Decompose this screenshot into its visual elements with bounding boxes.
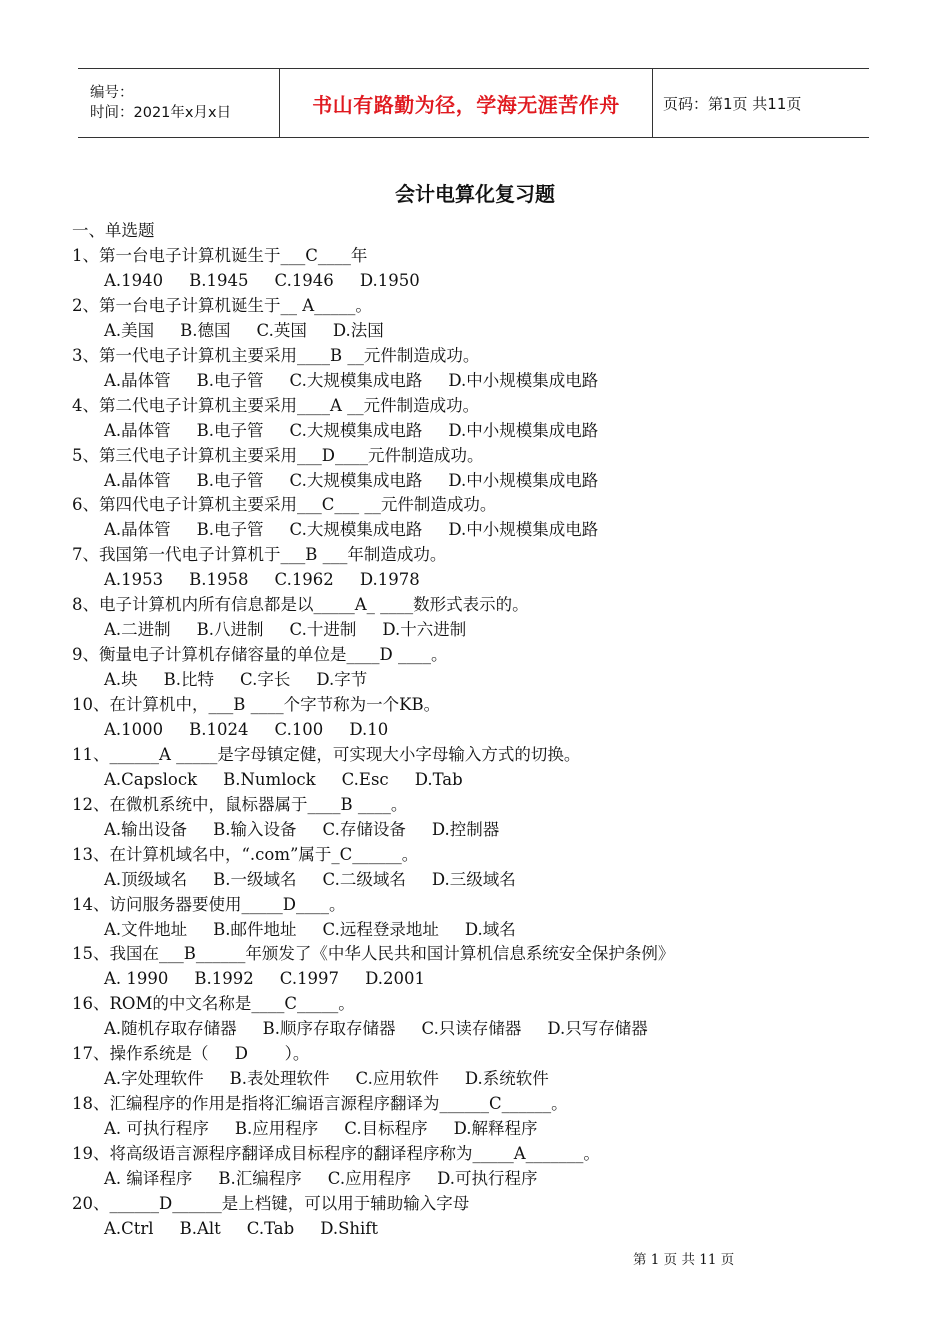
option-c: C.1962 bbox=[274, 570, 334, 590]
option-d: D.字节 bbox=[316, 670, 368, 690]
option-c: C.十进制 bbox=[289, 620, 357, 640]
doc-number-label: 编号： bbox=[90, 85, 134, 101]
question-text: 16、ROM的中文名称是____C_____。 bbox=[72, 994, 355, 1014]
question-text: 7、我国第一代电子计算机于___B ___年制造成功。 bbox=[72, 545, 447, 565]
option-a: A.随机存取存储器 bbox=[104, 1019, 237, 1039]
option-a: A. 编译程序 bbox=[104, 1169, 193, 1189]
option-b: B.1945 bbox=[189, 271, 249, 290]
question-text: 10、在计算机中，___B ____个字节称为一个KB。 bbox=[72, 695, 441, 715]
question-item bbox=[72, 443, 872, 493]
question-item bbox=[72, 1191, 872, 1241]
option-c: C.1997 bbox=[279, 969, 340, 989]
option-a: A.晶体管 bbox=[104, 420, 171, 440]
question-item bbox=[72, 941, 872, 991]
question-item bbox=[72, 1141, 872, 1191]
option-b: B.表处理软件 bbox=[229, 1069, 330, 1089]
question-options bbox=[72, 418, 872, 443]
question-options bbox=[72, 468, 872, 493]
question-options bbox=[72, 767, 872, 792]
question-item bbox=[72, 492, 872, 542]
option-b: B.1958 bbox=[189, 570, 249, 590]
question-text: 14、访问服务器要使用_____D____。 bbox=[72, 894, 346, 914]
question-text: 20、______D______是上档键，可以用于辅助输入字母 bbox=[72, 1193, 470, 1213]
option-b: B.应用程序 bbox=[234, 1119, 319, 1139]
option-c: C.存储设备 bbox=[322, 819, 406, 839]
question-item bbox=[72, 692, 872, 742]
option-c: C.应用程序 bbox=[327, 1169, 412, 1189]
question-list bbox=[72, 218, 872, 1241]
option-d: D.域名 bbox=[464, 919, 516, 939]
question-item bbox=[72, 542, 872, 592]
question-item bbox=[72, 892, 872, 942]
option-d: D.10 bbox=[349, 720, 389, 740]
option-c: C.目标程序 bbox=[344, 1119, 428, 1139]
option-b: B.一级域名 bbox=[213, 869, 297, 889]
option-a: A.字处理软件 bbox=[104, 1069, 204, 1089]
option-b: B.电子管 bbox=[196, 420, 264, 440]
question-options bbox=[72, 1166, 872, 1191]
option-d: D.1978 bbox=[359, 570, 420, 590]
option-a: A.1000 bbox=[104, 720, 164, 740]
option-c: C.二级域名 bbox=[322, 869, 406, 889]
question-item bbox=[72, 1091, 872, 1141]
option-d: D.2001 bbox=[365, 969, 425, 989]
option-a: A.文件地址 bbox=[104, 919, 188, 939]
question-item bbox=[72, 592, 872, 642]
option-c: C.大规模集成电路 bbox=[289, 520, 423, 540]
option-a: A.美国 bbox=[104, 320, 155, 340]
option-c: C.Esc bbox=[341, 769, 389, 789]
option-b: B.1992 bbox=[194, 969, 254, 989]
option-d: D.十六进制 bbox=[382, 620, 467, 640]
option-d: D.法国 bbox=[332, 320, 384, 340]
option-a: A. 可执行程序 bbox=[104, 1119, 209, 1139]
option-b: B.八进制 bbox=[196, 620, 264, 640]
option-c: C.大规模集成电路 bbox=[289, 470, 423, 490]
question-text: 6、第四代电子计算机主要采用___C___ __元件制造成功。 bbox=[72, 495, 497, 515]
question-item bbox=[72, 1041, 872, 1091]
option-d: D.中小规模集成电路 bbox=[448, 370, 599, 390]
question-options bbox=[72, 667, 872, 692]
question-options bbox=[72, 318, 872, 343]
question-item bbox=[72, 842, 872, 892]
option-c: C.Tab bbox=[246, 1218, 295, 1238]
option-c: C.1946 bbox=[274, 271, 334, 290]
option-b: B.顺序存取存储器 bbox=[262, 1019, 396, 1039]
option-a: A.输出设备 bbox=[104, 819, 188, 839]
section-heading: 一、单选题 bbox=[72, 221, 155, 240]
option-b: B.电子管 bbox=[196, 370, 264, 390]
option-b: B.输入设备 bbox=[213, 819, 297, 839]
option-d: D.中小规模集成电路 bbox=[448, 520, 599, 540]
option-b: B.邮件地址 bbox=[213, 919, 297, 939]
questions-container bbox=[72, 243, 872, 1241]
question-text: 19、将高级语言源程序翻译成目标程序的翻译程序称为_____A_______。 bbox=[72, 1144, 600, 1164]
question-options bbox=[72, 517, 872, 542]
option-a: A.1953 bbox=[104, 570, 164, 590]
option-b: B.电子管 bbox=[196, 520, 264, 540]
option-d: D.解释程序 bbox=[453, 1119, 538, 1139]
option-a: A.Ctrl bbox=[104, 1218, 154, 1238]
question-options bbox=[72, 717, 872, 742]
option-a: A.晶体管 bbox=[104, 520, 171, 540]
question-text: 17、操作系统是（ D ）。 bbox=[72, 1044, 310, 1064]
question-options bbox=[72, 966, 872, 991]
option-d: D.可执行程序 bbox=[437, 1169, 538, 1189]
option-d: D.Shift bbox=[320, 1218, 379, 1238]
question-options bbox=[72, 617, 872, 642]
option-b: B.汇编程序 bbox=[218, 1169, 302, 1189]
option-d: D.三级域名 bbox=[431, 869, 516, 889]
question-text: 4、第二代电子计算机主要采用____A __元件制造成功。 bbox=[72, 395, 480, 415]
question-options bbox=[72, 1016, 872, 1041]
question-text: 11、______A _____是字母镇定健，可实现大小字母输入方式的切换。 bbox=[72, 744, 581, 764]
option-d: D.系统软件 bbox=[464, 1069, 549, 1089]
header-motto-cell bbox=[280, 69, 653, 137]
option-d: D.Tab bbox=[414, 769, 463, 789]
option-c: C.远程登录地址 bbox=[322, 919, 439, 939]
option-b: B.1024 bbox=[189, 720, 249, 740]
option-c: C.只读存储器 bbox=[421, 1019, 522, 1039]
question-options bbox=[72, 1216, 872, 1241]
option-a: A.晶体管 bbox=[104, 370, 171, 390]
question-options bbox=[72, 368, 872, 393]
option-c: C.大规模集成电路 bbox=[289, 420, 423, 440]
page-header bbox=[78, 68, 869, 138]
option-d: D.1950 bbox=[359, 271, 420, 290]
header-motto: 书山有路勤为径，学海无涯苦作舟 bbox=[312, 92, 620, 117]
option-a: A.1940 bbox=[104, 271, 164, 290]
option-a: A.二进制 bbox=[104, 620, 171, 640]
question-text: 3、第一代电子计算机主要采用____B __元件制造成功。 bbox=[72, 345, 480, 365]
doc-date: 时间：2021年x月x日 bbox=[90, 105, 232, 121]
question-options bbox=[72, 817, 872, 842]
question-item bbox=[72, 742, 872, 792]
question-item bbox=[72, 293, 872, 343]
question-options bbox=[72, 1066, 872, 1091]
header-meta bbox=[78, 69, 280, 137]
question-item bbox=[72, 243, 872, 293]
option-d: D.中小规模集成电路 bbox=[448, 470, 599, 490]
option-a: A.晶体管 bbox=[104, 470, 171, 490]
option-c: C.应用软件 bbox=[355, 1069, 439, 1089]
question-options bbox=[72, 567, 872, 592]
option-c: C.字长 bbox=[240, 670, 291, 690]
header-page-info: 页码：第1页 共11页 bbox=[663, 94, 802, 113]
question-item bbox=[72, 642, 872, 692]
question-options bbox=[72, 917, 872, 942]
question-text: 5、第三代电子计算机主要采用___D____元件制造成功。 bbox=[72, 445, 484, 465]
question-text: 2、第一台电子计算机诞生于__ A_____。 bbox=[72, 295, 372, 315]
option-a: A.Capslock bbox=[104, 769, 198, 789]
question-text: 1、第一台电子计算机诞生于___C____年 bbox=[72, 246, 368, 265]
question-text: 12、在微机系统中，鼠标器属于____B ____。 bbox=[72, 794, 408, 814]
question-options bbox=[72, 867, 872, 892]
page-footer: 第 1 页 共 11 页 bbox=[633, 1252, 735, 1268]
option-b: B.比特 bbox=[163, 670, 215, 690]
question-options bbox=[72, 268, 872, 293]
option-d: D.中小规模集成电路 bbox=[448, 420, 599, 440]
question-text: 9、衡量电子计算机存储容量的单位是____D ____。 bbox=[72, 645, 448, 665]
option-c: C.英国 bbox=[256, 320, 307, 340]
option-d: D.只写存储器 bbox=[547, 1019, 648, 1039]
question-options bbox=[72, 1116, 872, 1141]
option-a: A.块 bbox=[104, 670, 138, 690]
option-d: D.控制器 bbox=[431, 819, 500, 839]
option-b: B.Alt bbox=[179, 1218, 221, 1238]
option-a: A. 1990 bbox=[104, 969, 169, 989]
question-item bbox=[72, 343, 872, 393]
option-b: B.德国 bbox=[180, 320, 231, 340]
question-text: 8、电子计算机内所有信息都是以_____A_ ____数形式表示的。 bbox=[72, 595, 529, 615]
question-text: 13、在计算机域名中，“.com”属于_C______。 bbox=[72, 844, 419, 864]
question-item bbox=[72, 792, 872, 842]
document-title: 会计电算化复习题 bbox=[395, 182, 555, 206]
option-b: B.Numlock bbox=[223, 769, 316, 789]
option-c: C.大规模集成电路 bbox=[289, 370, 423, 390]
option-c: C.100 bbox=[274, 720, 324, 740]
question-item bbox=[72, 991, 872, 1041]
option-b: B.电子管 bbox=[196, 470, 264, 490]
question-item bbox=[72, 393, 872, 443]
question-text: 18、汇编程序的作用是指将汇编语言源程序翻译为______C______。 bbox=[72, 1094, 568, 1114]
option-a: A.顶级域名 bbox=[104, 869, 188, 889]
question-text: 15、我国在___B______年颁发了《中华人民共和国计算机信息系统安全保护条例》 bbox=[72, 944, 675, 964]
